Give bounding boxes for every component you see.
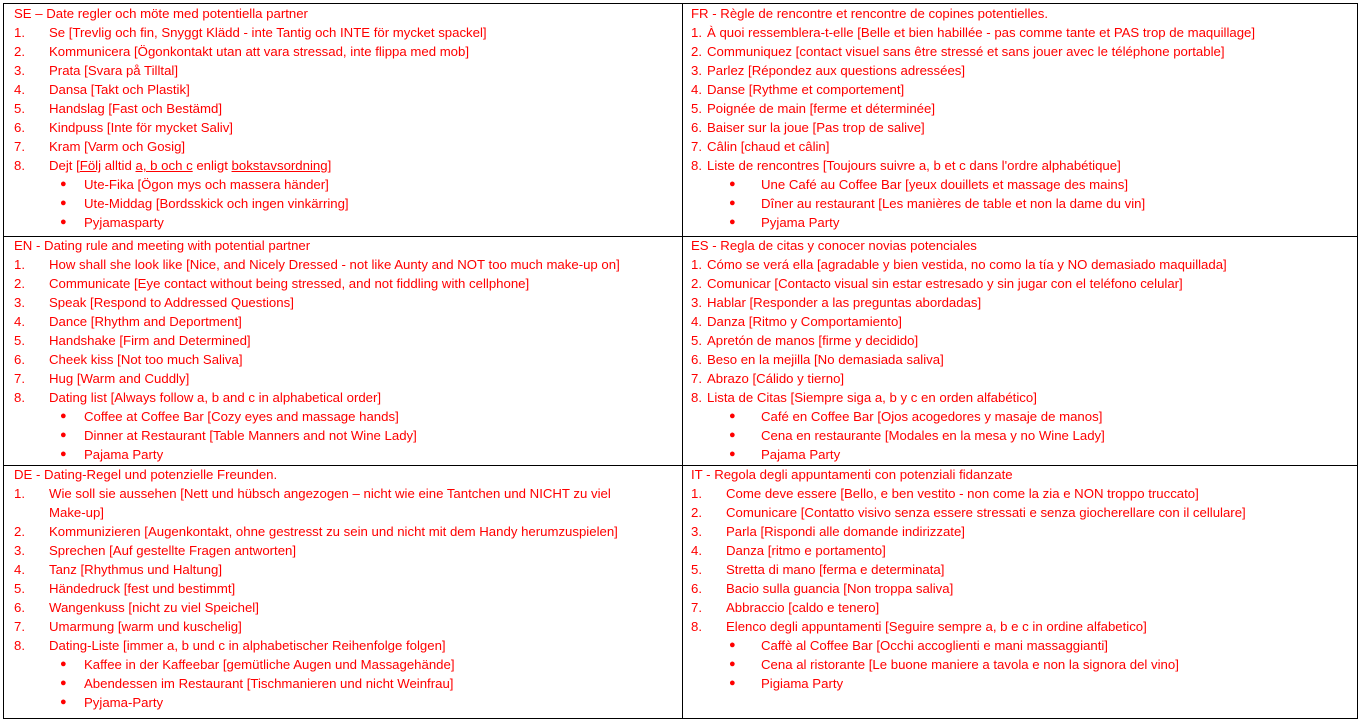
bullet-item xyxy=(682,636,1352,655)
list-item xyxy=(682,560,1352,579)
item-text: Händedruck [fest und bestimmt] xyxy=(49,581,236,596)
item-number: 1. xyxy=(14,257,25,272)
list-item xyxy=(682,255,1352,274)
list-item xyxy=(4,636,674,655)
bullet-text: Pajama Party xyxy=(761,447,841,462)
list-item xyxy=(4,369,674,388)
list-item xyxy=(4,522,674,541)
bullet-text: Dinner at Restaurant [Table Manners and not Wine Lady] xyxy=(84,428,417,443)
item-number: 1. xyxy=(14,25,25,40)
bullet-icon: ● xyxy=(60,429,67,441)
list-item xyxy=(682,617,1352,636)
item-text: Prata [Svara på Tilltal] xyxy=(49,63,179,78)
bullet-text: Café en Coffee Bar [Ojos acogedores y masaje de manos] xyxy=(761,409,1103,424)
bullet-icon: ● xyxy=(60,696,67,708)
item-text: Baiser sur la joue [Pas trop de salive] xyxy=(707,120,925,135)
list-item xyxy=(4,350,674,369)
list-item xyxy=(682,137,1352,156)
bullet-text: Coffee at Coffee Bar [Cozy eyes and massage hands] xyxy=(84,409,399,424)
list-item xyxy=(4,312,674,331)
bullet-icon: ● xyxy=(729,216,736,228)
item-number: 6. xyxy=(14,352,25,367)
list-item xyxy=(4,388,674,407)
item-text: Communicate [Eye contact without being stressed, and not fiddling with cellphone] xyxy=(49,276,530,291)
item-number: 4. xyxy=(14,82,25,97)
item-number: 1. xyxy=(691,25,702,40)
list-item xyxy=(682,156,1352,175)
cell-title: EN - Dating rule and meeting with potential partner xyxy=(14,238,311,253)
list-item xyxy=(4,118,674,137)
cell-title: DE - Dating-Regel und potenzielle Freunden. xyxy=(14,467,278,482)
item-number: 8. xyxy=(14,638,25,653)
item-text: Dating-Liste [immer a, b und c in alphabetischer Reihenfolge folgen] xyxy=(49,638,446,653)
bullet-icon: ● xyxy=(60,178,67,190)
list-item xyxy=(4,541,674,560)
list-item xyxy=(4,80,674,99)
item-number: 2. xyxy=(14,524,25,539)
bullet-text: Une Café au Coffee Bar [yeux douillets et massage des mains] xyxy=(761,177,1129,192)
bullet-text: Abendessen im Restaurant [Tischmanieren und nicht Weinfrau] xyxy=(84,676,454,691)
bullet-item xyxy=(682,175,1352,194)
list-item xyxy=(4,484,674,503)
item-number: 6. xyxy=(691,581,702,596)
list-item xyxy=(4,42,674,61)
bullet-item xyxy=(4,674,674,693)
item-number: 6. xyxy=(14,120,25,135)
item-number: 5. xyxy=(14,101,25,116)
bullet-item xyxy=(4,693,674,712)
item-text: Kram [Varm och Gosig] xyxy=(49,139,186,154)
bullet-text: Caffè al Coffee Bar [Occhi accoglienti e mani massaggianti] xyxy=(761,638,1108,653)
list-item xyxy=(682,369,1352,388)
bullet-icon: ● xyxy=(60,216,67,228)
item-text: Lista de Citas [Siempre siga a, b y c en orden alfabético] xyxy=(707,390,1037,405)
item-number: 5. xyxy=(14,333,25,348)
list-item xyxy=(4,99,674,118)
cell-german xyxy=(4,465,678,718)
cell-french xyxy=(682,4,1358,235)
item-number: 2. xyxy=(691,276,702,291)
list-item xyxy=(682,312,1352,331)
item-number: 7. xyxy=(14,619,25,634)
bullet-icon: ● xyxy=(729,197,736,209)
item-text: Liste de rencontres [Toujours suivre a, b et c dans l'ordre alphabétique] xyxy=(707,158,1121,173)
item-number: 2. xyxy=(14,276,25,291)
list-item xyxy=(682,541,1352,560)
list-item xyxy=(4,274,674,293)
list-item xyxy=(4,293,674,312)
item-text: Sprechen [Auf gestellte Fragen antworten] xyxy=(49,543,297,558)
item-number: 3. xyxy=(14,63,25,78)
bullet-text: Cena en restaurante [Modales en la mesa y no Wine Lady] xyxy=(761,428,1105,443)
bullet-text: Pigiama Party xyxy=(761,676,844,691)
list-item xyxy=(682,61,1352,80)
item-number: 7. xyxy=(14,139,25,154)
bullet-item xyxy=(4,426,674,445)
item-text: Dejt [Följ alltid a, b och c enligt bokstavsordning] xyxy=(49,158,332,173)
cell-title: SE – Date regler och möte med potentiella partner xyxy=(14,6,308,21)
bullet-icon: ● xyxy=(729,429,736,441)
bullet-icon: ● xyxy=(729,658,736,670)
list-item xyxy=(4,579,674,598)
item-text: Umarmung [warm und kuschelig] xyxy=(49,619,242,634)
item-text: Speak [Respond to Addressed Questions] xyxy=(49,295,294,310)
bullet-icon: ● xyxy=(729,178,736,190)
item-number: 3. xyxy=(14,543,25,558)
item-number: 7. xyxy=(14,371,25,386)
item-number: 8. xyxy=(691,158,702,173)
bullet-icon: ● xyxy=(729,639,736,651)
item-number: 1. xyxy=(14,486,25,501)
list-item xyxy=(682,350,1352,369)
cell-title: IT - Regola degli appuntamenti con potenziali fidanzate xyxy=(691,467,1013,482)
cell-title: ES - Regla de citas y conocer novias potenciales xyxy=(691,238,977,253)
bullet-item xyxy=(4,445,674,464)
list-item xyxy=(682,42,1352,61)
item-text: Se [Trevlig och fin, Snyggt Klädd - inte Tantig och INTE för mycket spackel] xyxy=(49,25,487,40)
item-text: Kommunicera [Ögonkontakt utan att vara stressad, inte flippa med mob] xyxy=(49,44,470,59)
item-text: Comunicar [Contacto visual sin estar estresado y sin jugar con el teléfono celular] xyxy=(707,276,1183,291)
item-number: 6. xyxy=(14,600,25,615)
bullet-icon: ● xyxy=(60,410,67,422)
bullet-item xyxy=(4,175,674,194)
list-item xyxy=(4,560,674,579)
item-text: Tanz [Rhythmus und Haltung] xyxy=(49,562,222,577)
list-item xyxy=(682,118,1352,137)
item-number: 3. xyxy=(691,295,702,310)
bullet-text: Ute-Fika [Ögon mys och massera händer] xyxy=(84,177,329,192)
item-text: Kommunizieren [Augenkontakt, ohne gestresst zu sein und nicht mit dem Handy herumzuspielen] xyxy=(49,524,618,539)
item-number: 7. xyxy=(691,139,702,154)
item-text: Kindpuss [Inte för mycket Saliv] xyxy=(49,120,233,135)
item-number: 6. xyxy=(691,120,702,135)
cell-swedish xyxy=(4,4,678,235)
item-number: 5. xyxy=(691,562,702,577)
bullet-icon: ● xyxy=(60,197,67,209)
item-number: 4. xyxy=(691,314,702,329)
item-number: 3. xyxy=(14,295,25,310)
item-text: Abbraccio [caldo e tenero] xyxy=(726,600,880,615)
item-text: Câlin [chaud et câlin] xyxy=(707,139,830,154)
list-item xyxy=(682,388,1352,407)
item-number: 5. xyxy=(691,101,702,116)
bullet-text: Kaffee in der Kaffeebar [gemütliche Augen und Massagehände] xyxy=(84,657,455,672)
cell-title: FR - Règle de rencontre et rencontre de copines potentielles. xyxy=(691,6,1048,21)
list-item xyxy=(682,80,1352,99)
cell-italian xyxy=(682,465,1358,718)
bullet-item xyxy=(682,213,1352,232)
item-number: 4. xyxy=(691,543,702,558)
item-text: Come deve essere [Bello, e ben vestito - non come la zia e NON troppo truccato] xyxy=(726,486,1199,501)
item-text: Beso en la mejilla [No demasiada saliva] xyxy=(707,352,944,367)
item-text: Danza [ritmo e portamento] xyxy=(726,543,886,558)
bullet-item xyxy=(4,655,674,674)
item-text: Abrazo [Cálido y tierno] xyxy=(707,371,845,386)
item-number: 3. xyxy=(691,63,702,78)
item-text: Parla [Rispondi alle domande indirizzate] xyxy=(726,524,965,539)
bullet-item xyxy=(4,407,674,426)
cell-spanish xyxy=(682,236,1358,464)
bullet-item xyxy=(4,213,674,232)
item-text: Comunicare [Contatto visivo senza essere stressati e senza giocherellare con il cellulare] xyxy=(726,505,1246,520)
item-number: 8. xyxy=(14,390,25,405)
item-text: Handshake [Firm and Determined] xyxy=(49,333,251,348)
item-number: 7. xyxy=(691,600,702,615)
bullet-text: Pyjamasparty xyxy=(84,215,164,230)
item-text: Apretón de manos [firme y decidido] xyxy=(707,333,919,348)
item-text: Communiquez [contact visuel sans être stressé et sans jouer avec le téléphone portable] xyxy=(707,44,1225,59)
list-item xyxy=(4,23,674,42)
item-number: 4. xyxy=(691,82,702,97)
item-text: Dansa [Takt och Plastik] xyxy=(49,82,190,97)
item-text: Dance [Rhythm and Deportment] xyxy=(49,314,242,329)
bullet-icon: ● xyxy=(60,658,67,670)
list-item xyxy=(682,503,1352,522)
bullet-text: Cena al ristorante [Le buone maniere a tavola e non la signora del vino] xyxy=(761,657,1179,672)
item-number: 5. xyxy=(14,581,25,596)
item-text: Elenco degli appuntamenti [Seguire sempre a, b e c in ordine alfabetico] xyxy=(726,619,1147,634)
item-number: 1. xyxy=(691,257,702,272)
list-item xyxy=(682,331,1352,350)
bullet-item xyxy=(682,445,1352,464)
bullet-text: Ute-Middag [Bordsskick och ingen vinkärring] xyxy=(84,196,349,211)
item-text: How shall she look like [Nice, and Nicely Dressed - not like Aunty and NOT too much make-up on] xyxy=(49,257,620,272)
bullet-item xyxy=(682,426,1352,445)
item-text: Poignée de main [ferme et déterminée] xyxy=(707,101,935,116)
bullet-text: Pyjama-Party xyxy=(84,695,164,710)
bullet-item xyxy=(4,194,674,213)
bullet-item xyxy=(682,194,1352,213)
item-number: 2. xyxy=(14,44,25,59)
item-text: Cheek kiss [Not too much Saliva] xyxy=(49,352,243,367)
list-item xyxy=(4,331,674,350)
item-number: 3. xyxy=(691,524,702,539)
cell-english xyxy=(4,236,678,464)
item-text: Hug [Warm and Cuddly] xyxy=(49,371,190,386)
bullet-text: Dîner au restaurant [Les manières de table et non la dame du vin] xyxy=(761,196,1146,211)
bullet-icon: ● xyxy=(729,410,736,422)
list-item xyxy=(4,255,674,274)
list-item xyxy=(682,522,1352,541)
list-item xyxy=(682,598,1352,617)
item-text: Cómo se verá ella [agradable y bien vestida, no como la tía y NO demasiado maquillada] xyxy=(707,257,1227,272)
list-item xyxy=(682,293,1352,312)
item-text-continued: Make-up] xyxy=(49,505,104,520)
item-text: Danza [Ritmo y Comportamiento] xyxy=(707,314,902,329)
list-item xyxy=(4,598,674,617)
list-item xyxy=(682,274,1352,293)
bullet-icon: ● xyxy=(729,448,736,460)
item-text: Bacio sulla guancia [Non troppa saliva] xyxy=(726,581,954,596)
bullet-item xyxy=(682,655,1352,674)
bullet-item xyxy=(682,674,1352,693)
bullet-icon: ● xyxy=(60,448,67,460)
list-item xyxy=(4,617,674,636)
list-item xyxy=(4,61,674,80)
list-item xyxy=(682,579,1352,598)
item-text: Hablar [Responder a las preguntas abordadas] xyxy=(707,295,982,310)
item-number: 6. xyxy=(691,352,702,367)
item-number: 5. xyxy=(691,333,702,348)
bullet-item xyxy=(682,407,1352,426)
list-item xyxy=(4,137,674,156)
item-number: 8. xyxy=(691,619,702,634)
list-item xyxy=(682,484,1352,503)
item-number: 2. xyxy=(691,44,702,59)
item-text: Wie soll sie aussehen [Nett und hübsch angezogen – nicht wie eine Tantchen und NICHT zu viel xyxy=(49,486,611,501)
list-item xyxy=(4,156,674,175)
list-item xyxy=(682,23,1352,42)
list-item xyxy=(682,99,1352,118)
bullet-icon: ● xyxy=(729,677,736,689)
item-text: Danse [Rythme et comportement] xyxy=(707,82,905,97)
item-number: 8. xyxy=(14,158,25,173)
item-number: 4. xyxy=(14,314,25,329)
item-number: 1. xyxy=(691,486,702,501)
bullet-text: Pyjama Party xyxy=(761,215,840,230)
item-text: Dating list [Always follow a, b and c in alphabetical order] xyxy=(49,390,382,405)
item-text: Parlez [Répondez aux questions adressées] xyxy=(707,63,966,78)
item-text: Stretta di mano [ferma e determinata] xyxy=(726,562,945,577)
item-number: 7. xyxy=(691,371,702,386)
item-number: 4. xyxy=(14,562,25,577)
item-number: 8. xyxy=(691,390,702,405)
bullet-text: Pajama Party xyxy=(84,447,164,462)
bullet-icon: ● xyxy=(60,677,67,689)
item-text: Wangenkuss [nicht zu viel Speichel] xyxy=(49,600,259,615)
item-number: 2. xyxy=(691,505,702,520)
item-text: À quoi ressemblera-t-elle [Belle et bien habillée - pas comme tante et PAS trop de maquillage] xyxy=(707,25,1256,40)
item-text: Handslag [Fast och Bestämd] xyxy=(49,101,222,116)
